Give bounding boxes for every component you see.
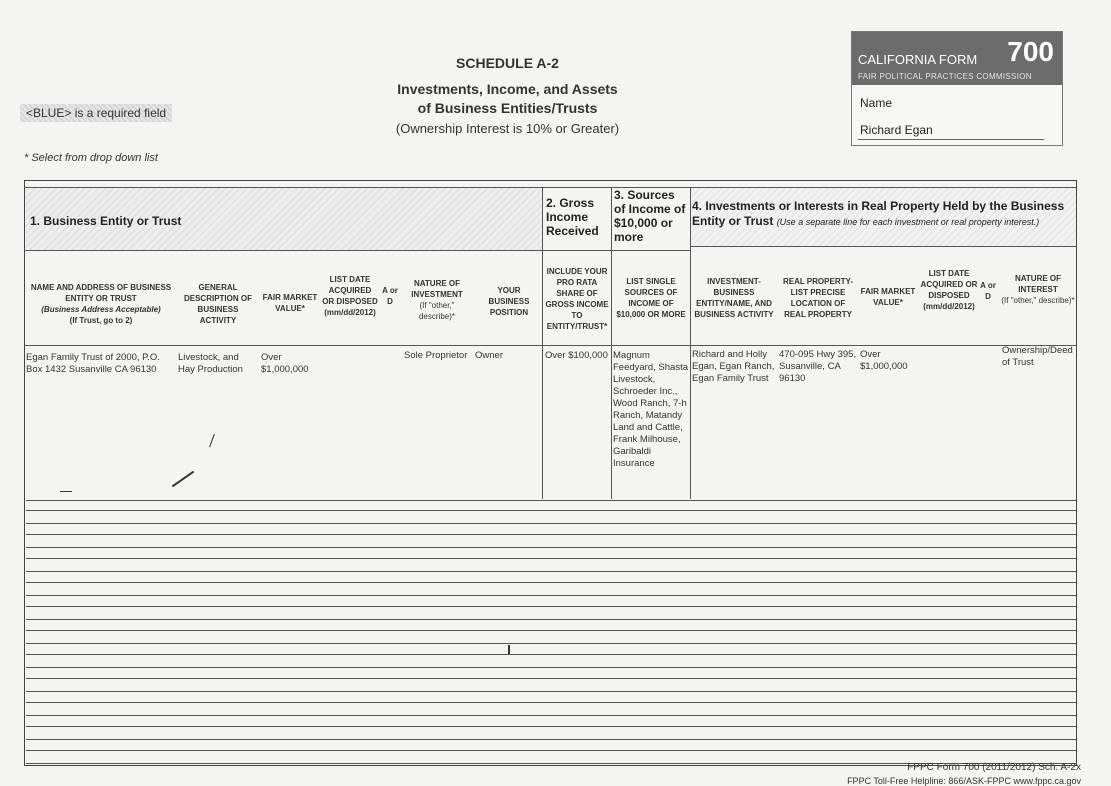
schedule-title: SCHEDULE A-2 xyxy=(456,55,559,71)
col-nature-2-label: NATURE OF INTEREST xyxy=(1014,274,1062,294)
section-2-heading: 2. Gross Income Received xyxy=(546,196,599,238)
blank-entry-line[interactable] xyxy=(26,678,1076,679)
dropdown-note: * Select from drop down list xyxy=(24,152,158,164)
col-list-date-1-format: (mm/dd/2012) xyxy=(324,308,376,317)
blank-entry-line[interactable] xyxy=(26,510,1076,511)
ownership-note: (Ownership Interest is 10% or Greater) xyxy=(395,121,620,136)
col-sources: LIST SINGLE SOURCES OF INCOME OF $10,000 OR MORE xyxy=(616,277,686,319)
col-name-address-label: NAME AND ADDRESS OF BUSINESS ENTITY OR TRUST xyxy=(30,283,172,303)
form-number: 700 xyxy=(1007,36,1054,67)
col-fmv-1: FAIR MARKET VALUE* xyxy=(262,293,318,313)
section-4-title: 4. Investments or Interests in Real Property Held by the Business Entity or Trust xyxy=(692,199,1065,228)
col-fmv-2: FAIR MARKET VALUE* xyxy=(860,287,916,307)
blank-entry-line[interactable] xyxy=(26,739,1076,740)
col-nature-2-note: (If "other," describe)* xyxy=(1001,296,1075,305)
scan-mark xyxy=(508,645,510,654)
blank-entry-line[interactable] xyxy=(26,643,1076,644)
section-1-heading: 1. Business Entity or Trust xyxy=(30,214,182,228)
blank-entry-line[interactable] xyxy=(26,702,1076,703)
col-real-property: REAL PROPERTY-LIST PRECISE LOCATION OF REAL PROPERTY xyxy=(782,277,854,319)
footer-form-id: FPPC Form 700 (2011/2012) Sch. A-2x xyxy=(907,762,1081,773)
blank-entry-line[interactable] xyxy=(26,726,1076,727)
col-investment-name: INVESTMENT-BUSINESS ENTITY/NAME, AND BUSINESS ACTIVITY xyxy=(694,277,774,319)
header-top-rule xyxy=(24,187,1077,188)
blank-entry-line[interactable] xyxy=(26,667,1076,668)
blank-entry-line[interactable] xyxy=(26,630,1076,631)
name-field[interactable]: Richard Egan xyxy=(860,123,933,137)
col-nature-1-label: NATURE OF INVESTMENT xyxy=(411,279,463,299)
blank-entry-line[interactable] xyxy=(26,547,1076,548)
blank-entry-line[interactable] xyxy=(26,558,1076,559)
section-1-rule xyxy=(24,250,542,251)
cell-gross-income[interactable]: Over $100,000 xyxy=(545,350,608,361)
cell-name-address[interactable]: Egan Family Trust of 2000, P.O. Box 1432 Susanville CA 96130 xyxy=(26,352,160,375)
subtitle-line-1: Investments, Income, and Assets xyxy=(397,81,618,97)
name-underline xyxy=(858,139,1044,140)
cell-position[interactable]: Owner xyxy=(475,350,503,361)
section-2-3-rule xyxy=(542,250,690,251)
cell-real-property[interactable]: 470-095 Hwy 395, Susanville, CA 96130 xyxy=(779,349,857,384)
cell-investment-name[interactable]: Richard and Holly Egan, Egan Ranch, Egan Family Trust xyxy=(692,349,775,384)
form-band xyxy=(852,32,1062,85)
blank-entry-line[interactable] xyxy=(26,750,1076,751)
section-3-heading: 3. Sources of Income of $10,000 or more xyxy=(614,188,686,244)
col-position: YOUR BUSINESS POSITION xyxy=(488,286,530,317)
blank-entry-line[interactable] xyxy=(26,654,1076,655)
col-divider-4 xyxy=(690,187,691,499)
blank-entry-line[interactable] xyxy=(26,595,1076,596)
cell-fmv-1[interactable]: Over $1,000,000 xyxy=(261,352,309,375)
col-divider-2 xyxy=(542,187,543,499)
blank-entry-line[interactable] xyxy=(26,500,1076,501)
cell-nature-2[interactable]: Ownership/Deed of Trust xyxy=(1002,345,1073,368)
section-4-rule xyxy=(690,246,1077,247)
subtitle-line-2: of Business Entities/Trusts xyxy=(417,100,598,116)
col-pro-rata: INCLUDE YOUR PRO RATA SHARE OF GROSS INCOME TO ENTITY/TRUST* xyxy=(545,267,609,331)
form-id-box xyxy=(851,31,1063,146)
column-header-rule xyxy=(24,345,1077,346)
col-general-desc: GENERAL DESCRIPTION OF BUSINESS ACTIVITY xyxy=(183,283,252,325)
cell-fmv-2[interactable]: Over $1,000,000 xyxy=(860,349,908,372)
col-name-address-note: (Business Address Acceptable) xyxy=(41,305,161,314)
blank-entry-line[interactable] xyxy=(26,715,1076,716)
footer-helpline: FPPC Toll-Free Helpline: 866/ASK-FPPC www.fppc.ca.gov xyxy=(847,776,1081,786)
cell-sources[interactable]: Magnum Feedyard, Shasta Livestock, Schroeder Inc., Wood Ranch, 7-h Ranch, Matandy Land and Cattle, Frank Milhouse, Garibaldi Insurance xyxy=(613,350,688,469)
form-subtitle xyxy=(370,80,645,118)
col-list-date-1 xyxy=(322,274,378,318)
section-4-heading xyxy=(692,199,1075,230)
blank-entry-line[interactable] xyxy=(26,571,1076,572)
col-list-date-1-label: LIST DATE ACQUIRED OR DISPOSED xyxy=(322,275,378,306)
name-label: Name xyxy=(860,96,893,110)
commission-label: FAIR POLITICAL PRACTICES COMMISSION xyxy=(858,72,1032,81)
col-list-date-2-label: LIST DATE ACQUIRED OR DISPOSED xyxy=(920,269,978,300)
section-4-note: (Use a separate line for each investment or real property interest.) xyxy=(776,217,1040,227)
blank-entry-line[interactable] xyxy=(26,523,1076,524)
col-name-address xyxy=(26,282,176,326)
col-divider-3 xyxy=(611,187,612,499)
blank-entry-line[interactable] xyxy=(26,619,1076,620)
col-nature-1 xyxy=(402,278,472,322)
col-list-date-2 xyxy=(920,268,978,312)
blank-entry-line[interactable] xyxy=(26,691,1076,692)
col-a-or-d-2: A or D xyxy=(980,281,996,301)
col-nature-1-note: (If "other," describe)* xyxy=(418,301,455,321)
blank-entry-line[interactable] xyxy=(26,534,1076,535)
col-list-date-2-format: (mm/dd/2012) xyxy=(923,302,975,311)
cell-general-desc[interactable]: Livestock, and Hay Production xyxy=(178,352,243,375)
col-name-address-note2: (If Trust, go to 2) xyxy=(69,316,133,325)
col-nature-2 xyxy=(1000,273,1076,306)
form-name: CALIFORNIA FORM xyxy=(858,52,978,67)
cell-nature-1[interactable]: Sole Proprietor xyxy=(404,350,468,361)
scan-mark xyxy=(60,491,72,492)
col-a-or-d-1: A or D xyxy=(382,286,398,306)
blank-entry-line[interactable] xyxy=(26,606,1076,607)
blank-entry-line[interactable] xyxy=(26,582,1076,583)
required-field-note: <BLUE> is a required field xyxy=(20,104,172,122)
